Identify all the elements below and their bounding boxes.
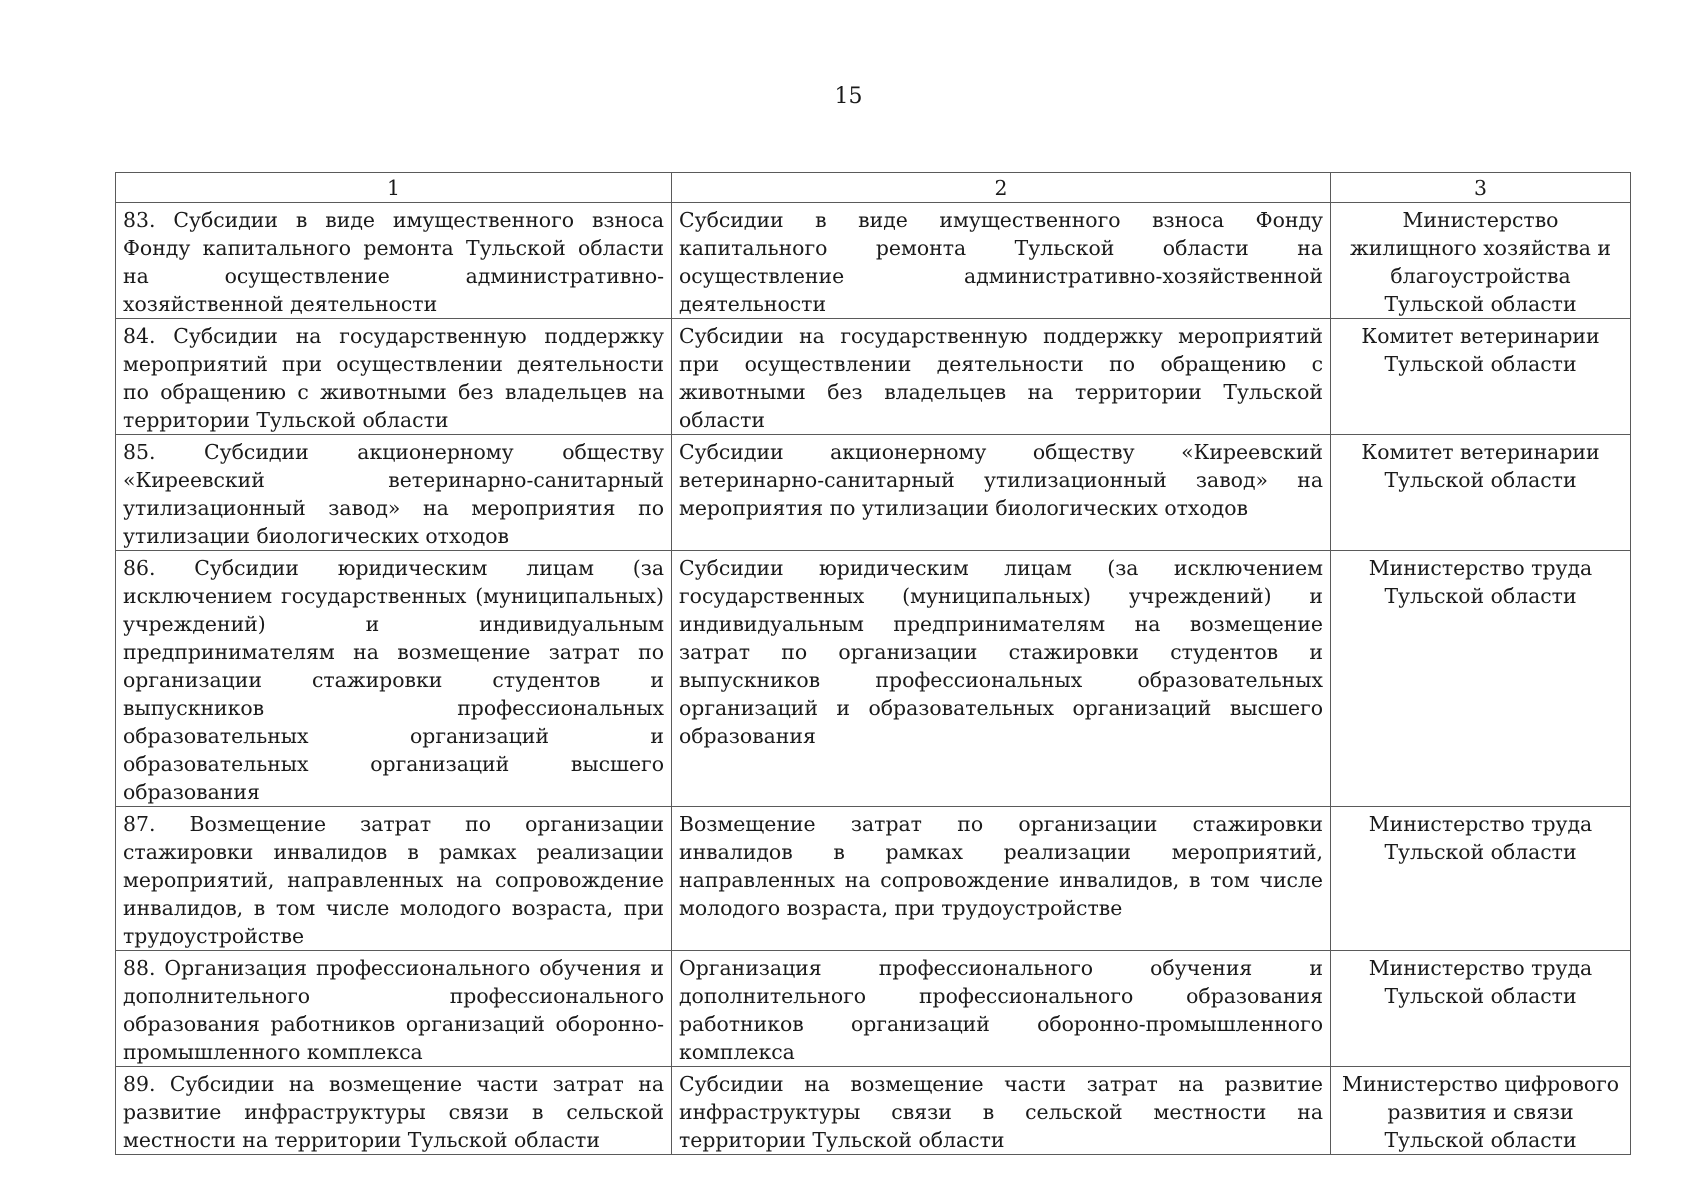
authority-cell: Министерство жилищного хозяйства и благоустройства Тульской области	[1331, 203, 1631, 319]
subsidy-description-cell: Субсидии в виде имущественного взноса Фонду капитального ремонта Тульской области на осуществление административно-хозяйственной деятельности	[672, 203, 1331, 319]
page-number: 15	[834, 84, 863, 109]
subsidy-name-cell: 88. Организация профессионального обучения и дополнительного профессионального образования работников организаций оборонно-промышленного комплекса	[116, 951, 672, 1067]
subsidy-description-cell: Субсидии акционерному обществу «Киреевский ветеринарно-санитарный утилизационный завод» на мероприятия по утилизации биологических отходов	[672, 435, 1331, 551]
authority-cell: Министерство цифрового развития и связи Тульской области	[1331, 1067, 1631, 1155]
subsidy-name-cell: 83. Субсидии в виде имущественного взноса Фонду капитального ремонта Тульской области на осуществление административно-хозяйственной деятельности	[116, 203, 672, 319]
subsidy-name-cell: 85. Субсидии акционерному обществу «Киреевский ветеринарно-санитарный утилизационный завод» на мероприятия по утилизации биологических отходов	[116, 435, 672, 551]
authority-cell: Комитет ветеринарии Тульской области	[1331, 435, 1631, 551]
subsidy-description-cell: Субсидии юридическим лицам (за исключением государственных (муниципальных) учреждений) и индивидуальным предпринимателям на возмещение затрат по организации стажировки студентов и выпускников профессиональных образовательных организаций и образовательных организаций высшего образования	[672, 551, 1331, 807]
column-header-3: 3	[1331, 173, 1631, 203]
column-header-2: 2	[672, 173, 1331, 203]
table-row	[116, 951, 1631, 1067]
table-row	[116, 203, 1631, 319]
table-row	[116, 551, 1631, 807]
subsidy-name-cell: 86. Субсидии юридическим лицам (за исключением государственных (муниципальных) учреждений) и индивидуальным предпринимателям на возмещение затрат по организации стажировки студентов и выпускников профессиональных образовательных организаций и образовательных организаций высшего образования	[116, 551, 672, 807]
authority-cell: Министерство труда Тульской области	[1331, 807, 1631, 951]
column-header-1: 1	[116, 173, 672, 203]
table-row	[116, 1067, 1631, 1155]
authority-cell: Комитет ветеринарии Тульской области	[1331, 319, 1631, 435]
authority-cell: Министерство труда Тульской области	[1331, 951, 1631, 1067]
subsidy-name-cell: 84. Субсидии на государственную поддержку мероприятий при осуществлении деятельности по обращению с животными без владельцев на территории Тульской области	[116, 319, 672, 435]
table-row	[116, 319, 1631, 435]
subsidy-description-cell: Субсидии на возмещение части затрат на развитие инфраструктуры связи в сельской местности на территории Тульской области	[672, 1067, 1331, 1155]
table-row	[116, 435, 1631, 551]
table-header-row	[116, 173, 1631, 203]
subsidy-description-cell: Возмещение затрат по организации стажировки инвалидов в рамках реализации мероприятий, направленных на сопровождение инвалидов, в том числе молодого возраста, при трудоустройстве	[672, 807, 1331, 951]
table-row	[116, 807, 1631, 951]
authority-cell: Министерство труда Тульской области	[1331, 551, 1631, 807]
subsidies-table	[115, 172, 1631, 1155]
subsidy-name-cell: 87. Возмещение затрат по организации стажировки инвалидов в рамках реализации мероприятий, направленных на сопровождение инвалидов, в том числе молодого возраста, при трудоустройстве	[116, 807, 672, 951]
subsidy-name-cell: 89. Субсидии на возмещение части затрат на развитие инфраструктуры связи в сельской местности на территории Тульской области	[116, 1067, 672, 1155]
subsidy-description-cell: Субсидии на государственную поддержку мероприятий при осуществлении деятельности по обращению с животными без владельцев на территории Тульской области	[672, 319, 1331, 435]
subsidy-description-cell: Организация профессионального обучения и дополнительного профессионального образования работников организаций оборонно-промышленного комплекса	[672, 951, 1331, 1067]
